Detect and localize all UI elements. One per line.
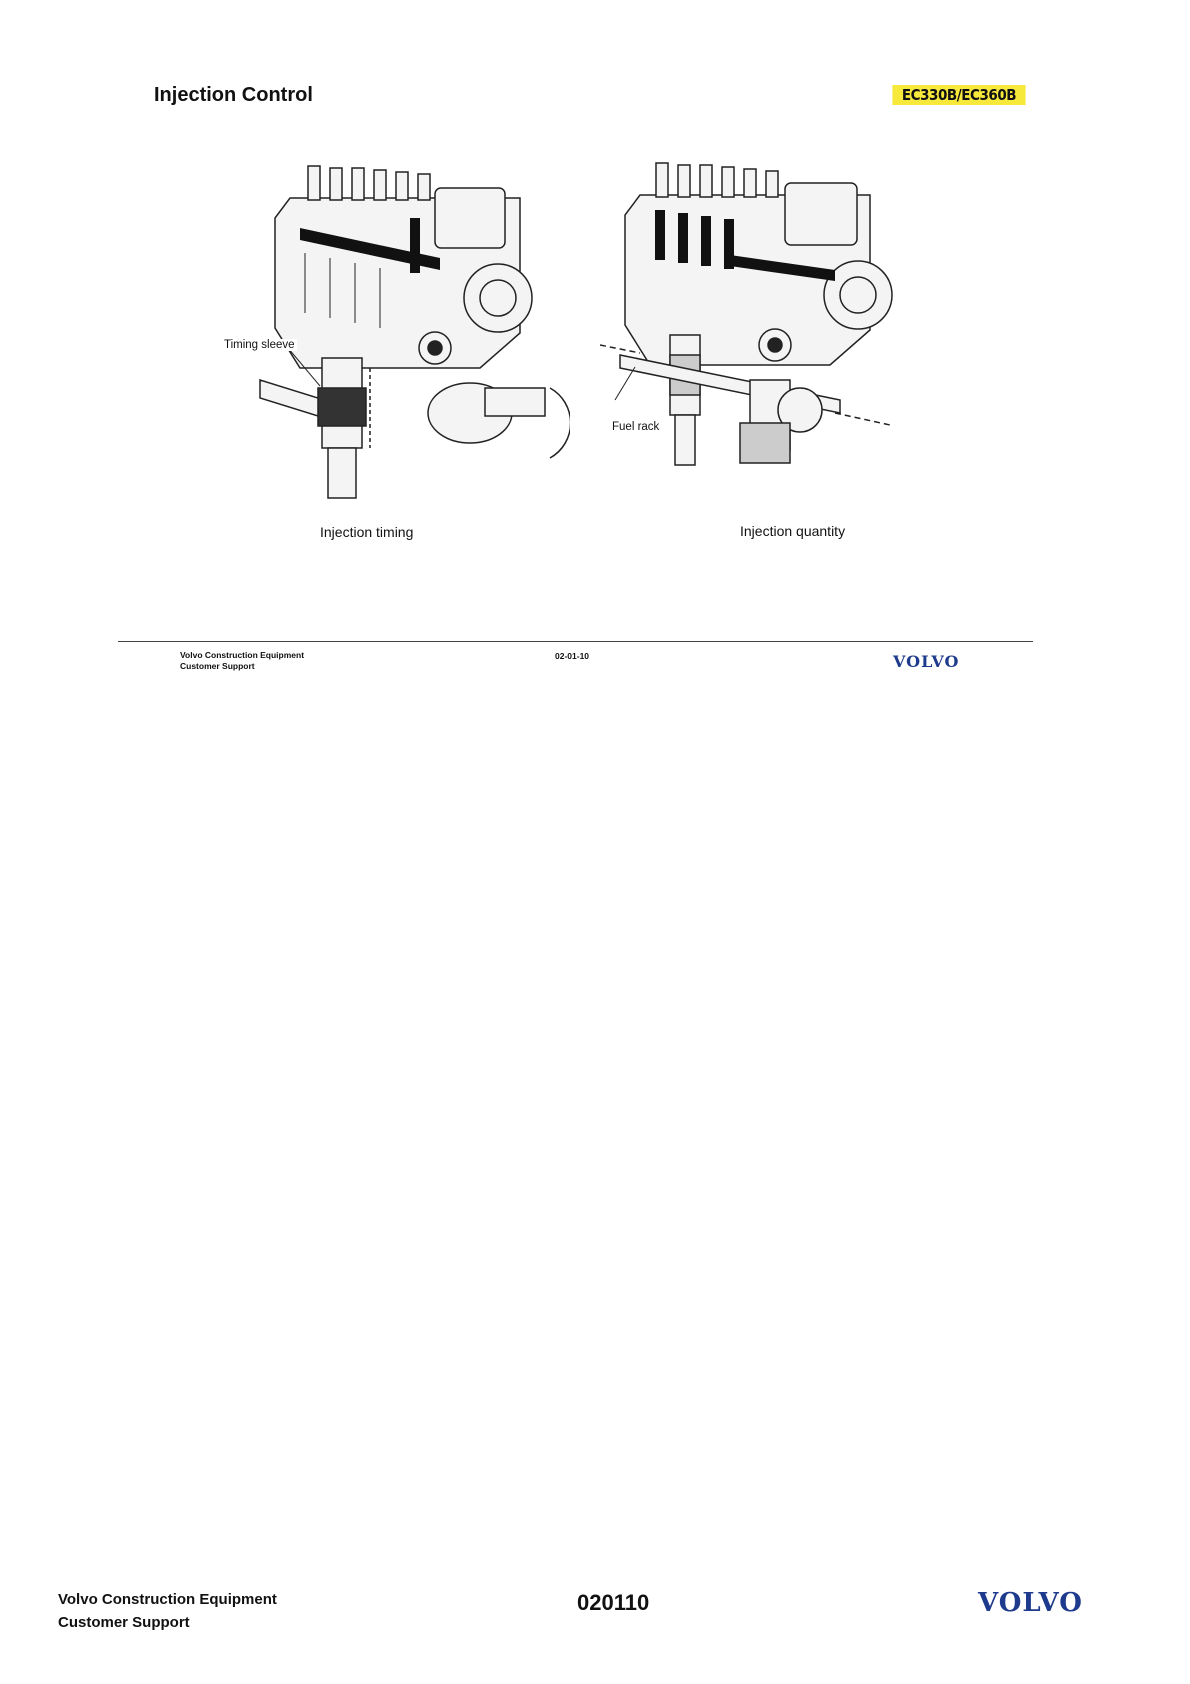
slide-footer-company-line2: Customer Support xyxy=(180,661,255,671)
timing-sleeve-detail xyxy=(260,358,570,498)
model-badge: EC330B/EC360B xyxy=(892,85,1025,105)
page-footer-company xyxy=(58,1588,277,1634)
page-code: 020110 xyxy=(577,1590,650,1615)
page-title: Injection Control xyxy=(154,84,313,106)
page-footer-company-line2: Customer Support xyxy=(58,1614,190,1631)
slide-footer-company xyxy=(180,650,304,672)
injection-timing-figure xyxy=(230,158,570,503)
footer-divider xyxy=(118,641,1033,642)
timing-sleeve-callout: Timing sleeve xyxy=(224,339,295,351)
page-volvo-logo: VOLVO xyxy=(978,1588,1083,1618)
fuel-rack-callout: Fuel rack xyxy=(612,421,660,433)
slide-footer-company-line1: Volvo Construction Equipment xyxy=(180,650,305,660)
slide-volvo-logo: VOLVO xyxy=(893,652,960,671)
injection-quantity-caption: Injection quantity xyxy=(740,523,846,539)
slide-footer-code: 02-01-10 xyxy=(555,651,590,661)
injection-pump-drawing xyxy=(275,166,532,368)
injection-timing-caption: Injection timing xyxy=(320,524,414,540)
injection-quantity-figure xyxy=(600,155,925,500)
page-footer-company-line1: Volvo Construction Equipment xyxy=(58,1591,277,1608)
